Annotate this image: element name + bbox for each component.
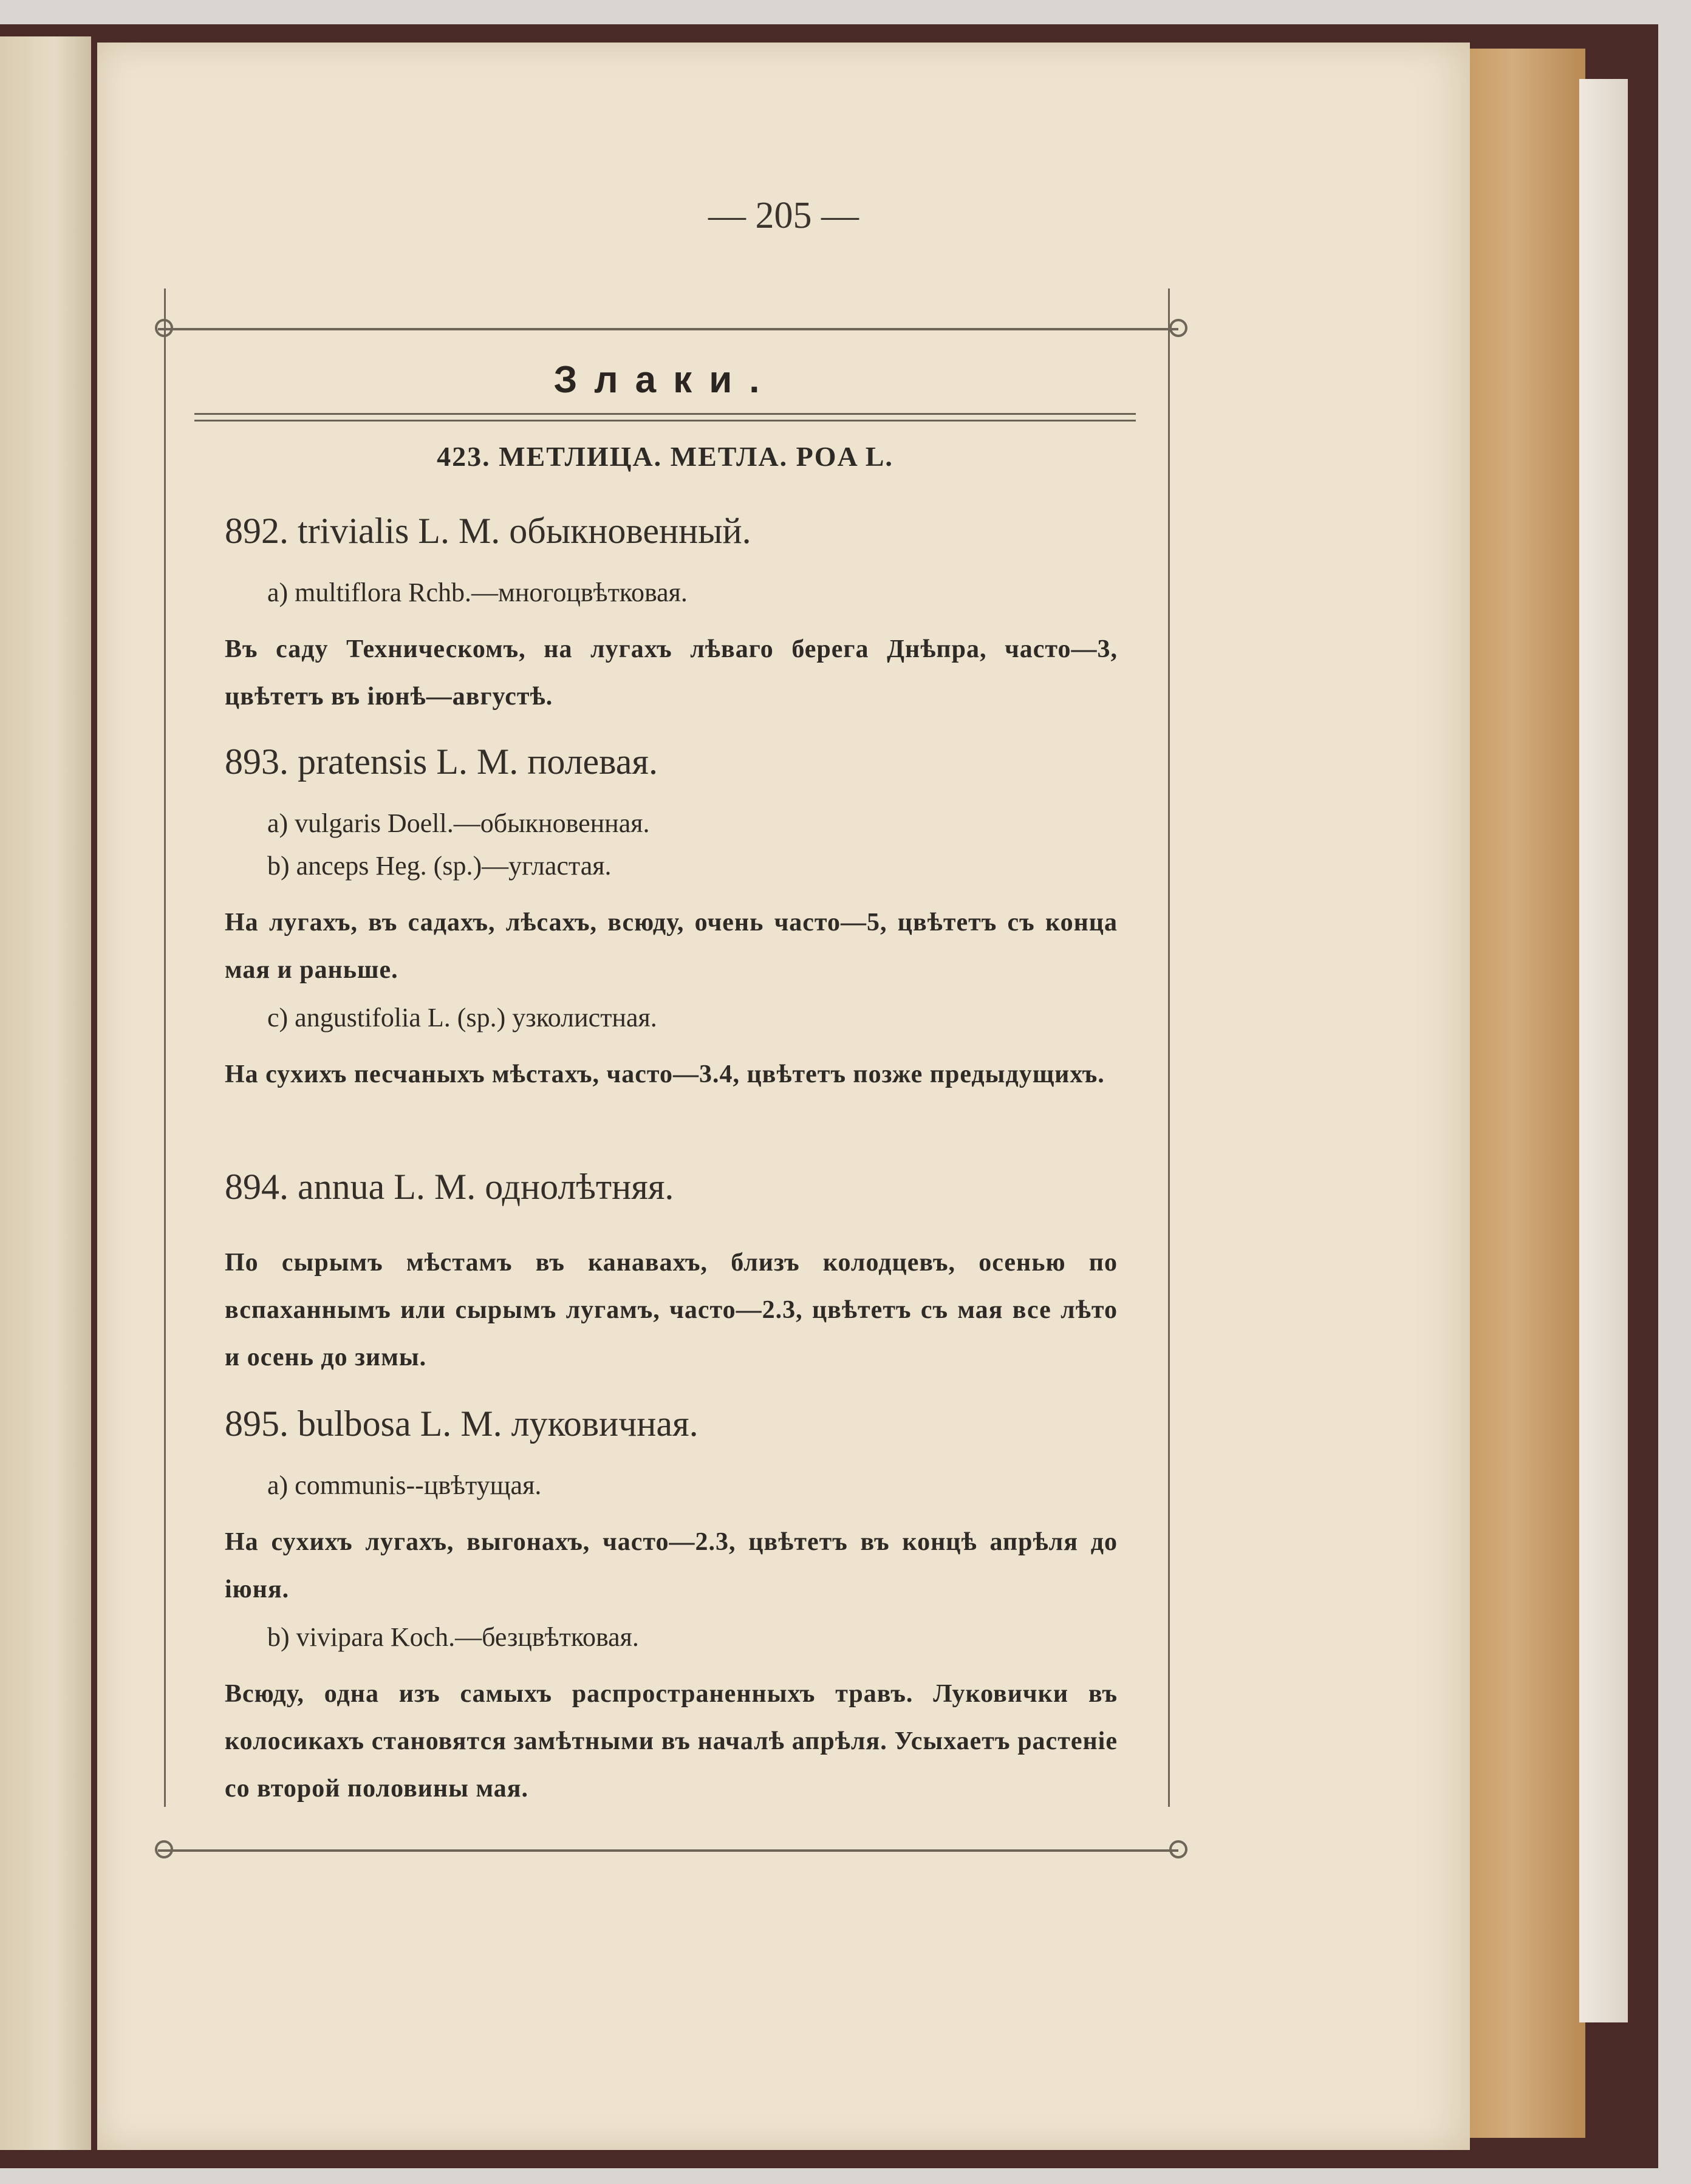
species-description xyxy=(188,1239,1118,1381)
description-text: Всюду, одна изъ самыхъ распространенныхъ травъ. Луковички въ колосикахъ становятся замѣтными въ началѣ апрѣля. Усыхаетъ растеніе со второй половины мая. xyxy=(225,1680,1118,1803)
variety-line: a) communis--цвѣтущая. xyxy=(267,1470,542,1500)
genus-heading: 423. МЕТЛИЦА. МЕТЛА. POA L. xyxy=(437,441,893,472)
page-title: Злаки. xyxy=(553,359,777,401)
species-heading: 895. bulbosa L. M. луковичная. xyxy=(225,1404,699,1444)
frame-bottom-rule xyxy=(158,1849,1178,1852)
species-heading: 894. annua L. M. однолѣтняя. xyxy=(225,1167,674,1207)
species-description xyxy=(188,899,1118,994)
corner-ornament-icon xyxy=(1169,1840,1187,1858)
corner-ornament-icon xyxy=(155,319,173,337)
description-text: На сухихъ песчаныхъ мѣстахъ, часто—3.4, цвѣтетъ позже предыдущихъ. xyxy=(225,1060,1105,1088)
species-heading: 893. pratensis L. M. полевая. xyxy=(225,742,658,782)
variety-line: b) vivipara Koch.—безцвѣтковая. xyxy=(267,1622,639,1652)
variety-line: a) vulgaris Doell.—обыкновенная. xyxy=(267,808,650,838)
description-text: На лугахъ, въ садахъ, лѣсахъ, всюду, очень часто—5, цвѣтетъ съ конца мая и раньше. xyxy=(225,909,1118,984)
left-page-edge xyxy=(0,36,91,2150)
page-stack-edge xyxy=(1464,49,1585,2138)
species-description xyxy=(188,1518,1118,1613)
corner-ornament-icon xyxy=(155,1840,173,1858)
description-text: По сырымъ мѣстамъ въ канавахъ, близъ колодцевъ, осенью по вспаханнымъ или сырымъ лугамъ, часто—2.3, цвѣтетъ съ мая все лѣто и осень до зимы. xyxy=(225,1249,1118,1371)
description-text: На сухихъ лугахъ, выгонахъ, часто—2.3, цвѣтетъ въ концѣ апрѣля до іюня. xyxy=(225,1528,1118,1603)
variety-line: b) anceps Heg. (sp.)—угластая. xyxy=(267,851,612,881)
description-text: Въ саду Техническомъ, на лугахъ лѣваго берега Днѣпра, часто—3, цвѣтетъ въ іюнѣ—августѣ. xyxy=(225,635,1118,711)
variety-line: c) angustifolia L. (sp.) узколистная. xyxy=(267,1003,657,1032)
right-paper-strip xyxy=(1579,79,1628,2022)
species-description xyxy=(188,1670,1118,1812)
species-description xyxy=(188,626,1118,720)
page-content xyxy=(188,328,1142,1816)
title-double-rule xyxy=(194,413,1136,421)
corner-ornament-icon xyxy=(1169,319,1187,337)
species-description xyxy=(188,1051,1118,1098)
species-heading: 892. trivialis L. M. обыкновенный. xyxy=(225,511,751,551)
book-page xyxy=(97,43,1470,2150)
page-number: — 205 — xyxy=(708,195,859,236)
variety-line: a) multiflora Rchb.—многоцвѣтковая. xyxy=(267,578,688,607)
